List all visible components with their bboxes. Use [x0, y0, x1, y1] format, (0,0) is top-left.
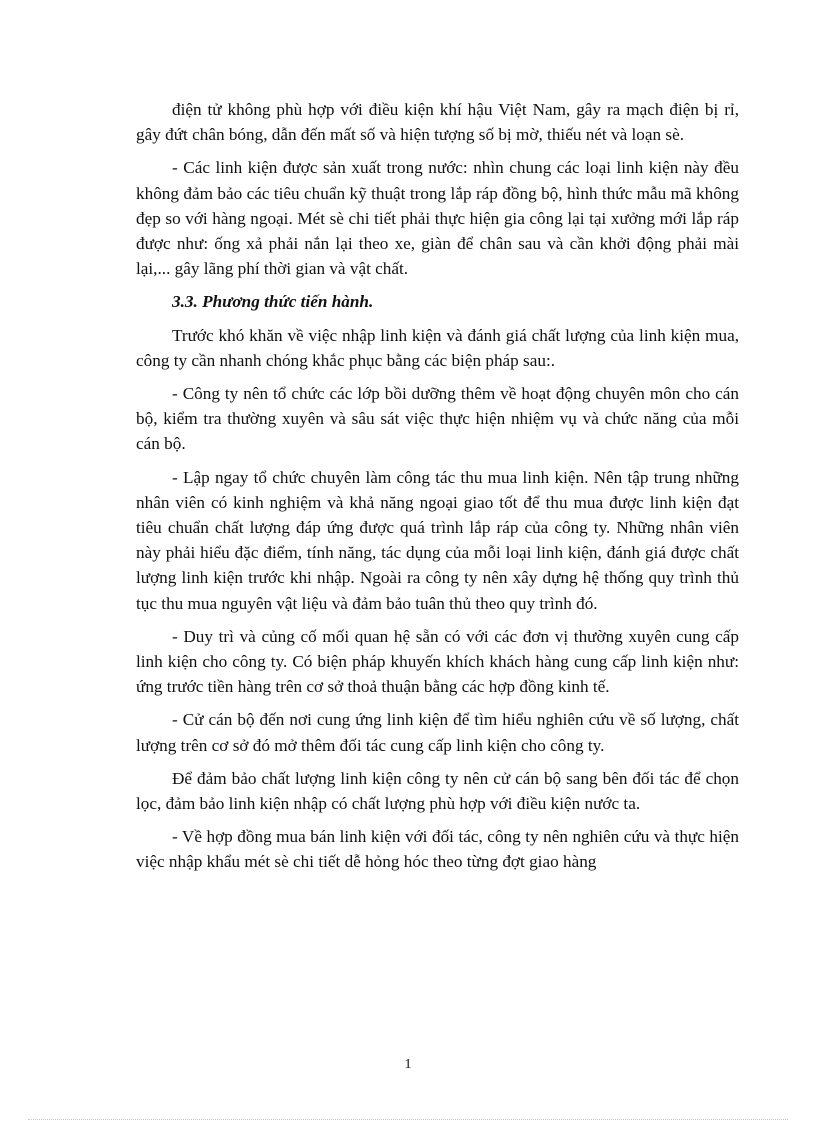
section-heading: 3.3. Phương thức tiến hành. [172, 292, 374, 312]
paragraph-domestic-components: - Các linh kiện được sản xuất trong nước: nhìn chung các loại linh kiện này đều không đảm bảo các tiêu chuẩn kỹ thuật trong lắp ráp đồng bộ, hình thức mẫu mã không đẹp so với hàng ngoại. Mét sè chi tiết phải thực hiện gia công lại tại xưởng mới lắp ráp được như: ống xả phải nắn lại theo xe, giàn để chân sau và cần khởi động phải mài lại,... gây lãng phí thời gian và vật chất. [136, 158, 739, 279]
paragraph-supplier-relations: - Duy trì và củng cố mối quan hệ sẵn có với các đơn vị thường xuyên cung cấp linh kiện cho công ty. Có biện pháp khuyến khích khách hàng cung cấp linh kiện như: ứng trước tiền hàng trên cơ sở thoả thuận bằng các hợp đồng kinh tế. [136, 626, 739, 697]
paragraph-quality-assurance: Để đảm bảo chất lượng linh kiện công ty nên cử cán bộ sang bên đối tác để chọn lọc, đảm bảo linh kiện nhập có chất lượng phù hợp với điều kiện nước ta. [136, 768, 739, 814]
paragraph-contracts: - Về hợp đồng mua bán linh kiện với đối tác, công ty nên nghiên cứu và thực hiện việc nhập khẩu mét sè chi tiết dễ hỏng hóc theo từng đợt giao hàng [136, 827, 739, 872]
paragraph-training: - Công ty nên tổ chức các lớp bồi dưỡng thêm về hoạt động chuyên môn cho cán bộ, kiểm tra thường xuyên và sâu sát việc thực hiện nhiệm vụ và chức năng của mỗi cán bộ. [136, 384, 739, 454]
paragraph-continuation: điện tử không phù hợp với điều kiện khí hậu Việt Nam, gây ra mạch điện bị rỉ, gây đứt chân bóng, dẫn đến mất số và hiện tượng số bị mờ, thiếu nét và loạn sè. [136, 100, 739, 145]
document-page [136, 97, 739, 883]
page-number: 1 [404, 1057, 412, 1072]
paragraph-intro-measures: Trước khó khăn về việc nhập linh kiện và đánh giá chất lượng của linh kiện mua, công ty cần nhanh chóng khắc phục bằng các biện pháp sau:. [136, 325, 739, 370]
paragraph-procurement-team: - Lập ngay tổ chức chuyên làm công tác thu mua linh kiện. Nên tập trung những nhân viên có kinh nghiệm và khả năng ngoại giao tốt để thu mua được linh kiện đạt tiêu chuẩn chất lượng đáp ứng được quá trình lắp ráp của công ty. Những nhân viên này phải hiểu đặc điểm, tính năng, tác dụng của mỗi loại linh kiện, đánh giá được chất lượng linh kiện trước khi nhập. Ngoài ra công ty nên xây dựng hệ thống quy trình thủ tục thu mua nguyên vật liệu và đảm bảo tuân thủ theo quy trình đó. [136, 467, 739, 613]
paragraph-research-suppliers: - Cử cán bộ đến nơi cung ứng linh kiện để tìm hiểu nghiên cứu về số lượng, chất lượng trên cơ sở đó mở thêm đối tác cung cấp linh kiện cho công ty. [136, 710, 739, 755]
page-bottom-border [28, 1119, 788, 1120]
